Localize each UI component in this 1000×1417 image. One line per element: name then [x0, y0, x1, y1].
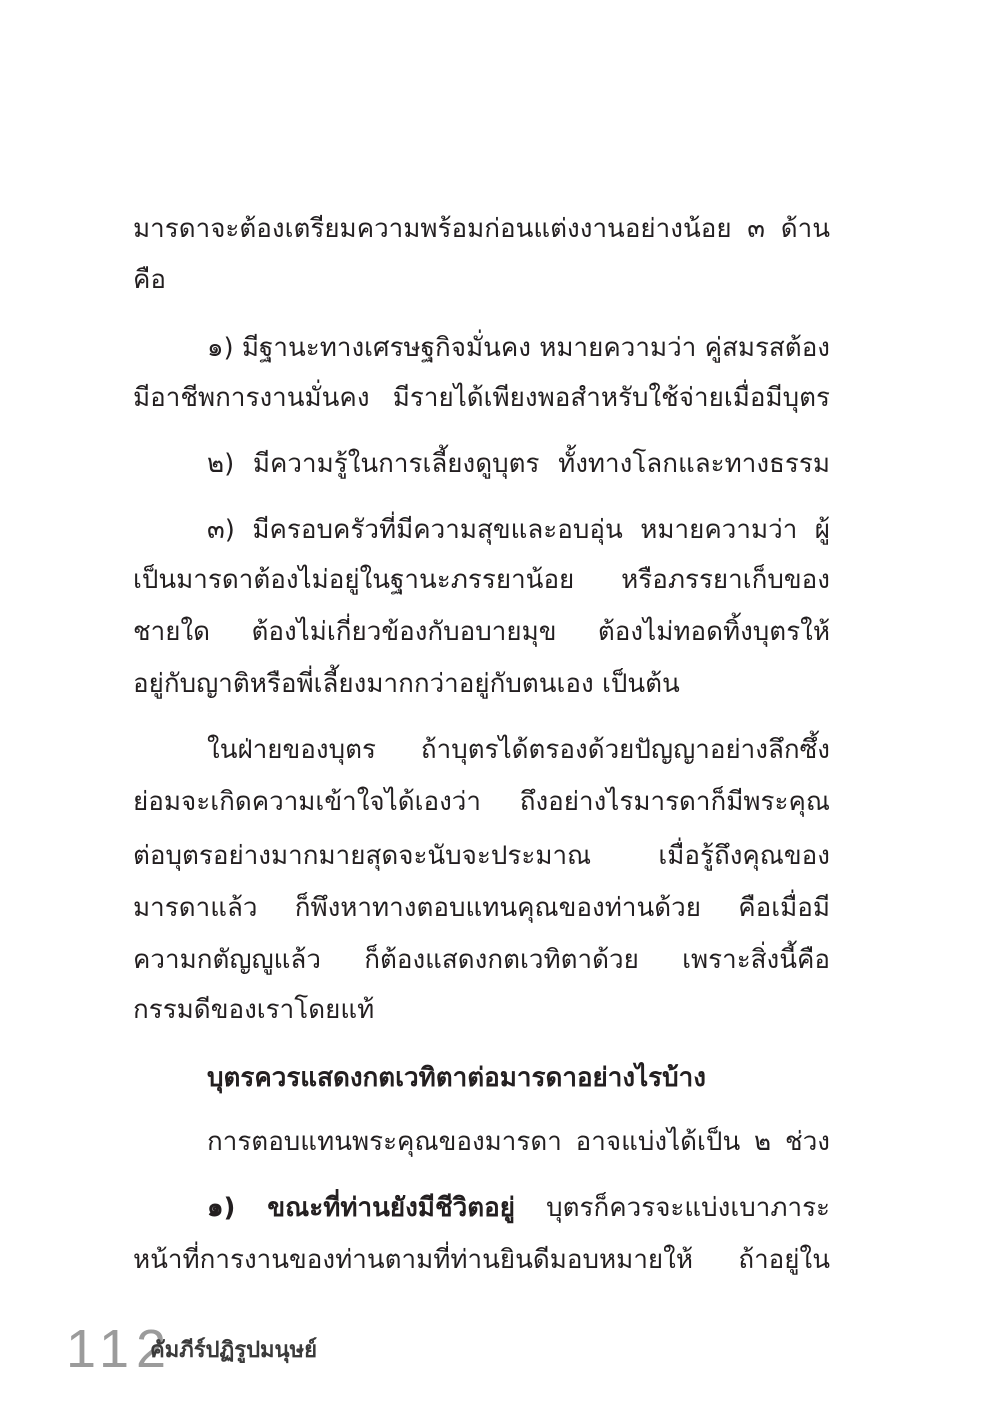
text-line: มารดาแล้ว ก็พึงหาทางตอบแทนคุณของท่านด้วย คือเมื่อมี	[133, 893, 830, 923]
text-line: กรรมดีของเราโดยแท้	[133, 995, 375, 1025]
text-line: เป็นมารดาต้องไม่อยู่ในฐานะภรรยาน้อย หรือภรรยาเก็บของ	[133, 565, 830, 595]
list-item-text	[207, 1188, 830, 1228]
text-line: ความกตัญญูแล้ว ก็ต้องแสดงกตเวทิตาด้วย เพราะสิ่งนี้คือ	[133, 945, 830, 975]
text-line: การตอบแทนพระคุณของมารดา อาจแบ่งได้เป็น ๒ ช่วง	[207, 1127, 830, 1157]
page-number: 112	[66, 1319, 174, 1379]
text-line: มีอาชีพการงานมั่นคง มีรายได้เพียงพอสำหรับใช้จ่ายเมื่อมีบุตร	[133, 383, 830, 413]
list-item-lead: ๑) ขณะที่ท่านยังมีชีวิตอยู่	[207, 1193, 515, 1223]
section-heading: บุตรควรแสดงกตเวทิตาต่อมารดาอย่างไรบ้าง	[207, 1063, 706, 1093]
list-item-text: ๒) มีความรู้ในการเลี้ยงดูบุตร ทั้งทางโลกและทางธรรม	[207, 449, 830, 479]
book-title: คัมภีร์ปฏิรูปมนุษย์	[150, 1338, 317, 1363]
text-line: คือ	[133, 265, 167, 295]
text-line: มารดาจะต้องเตรียมความพร้อมก่อนแต่งงานอย่างน้อย ๓ ด้าน	[133, 214, 830, 244]
text-line: ย่อมจะเกิดความเข้าใจได้เองว่า ถึงอย่างไรมารดาก็มีพระคุณ	[133, 787, 830, 817]
list-item-rest: บุตรก็ควรจะแบ่งเบาภาระ	[546, 1193, 831, 1223]
text-line: ชายใด ต้องไม่เกี่ยวข้องกับอบายมุข ต้องไม่ทอดทิ้งบุตรให้	[133, 617, 830, 647]
text-line: ต่อบุตรอย่างมากมายสุดจะนับจะประมาณ เมื่อรู้ถึงคุณของ	[133, 841, 830, 871]
list-item-text: ๓) มีครอบครัวที่มีความสุขและอบอุ่น หมายความว่า ผู้	[207, 515, 830, 545]
text-line: อยู่กับญาติหรือพี่เลี้ยงมากกว่าอยู่กับตนเอง เป็นต้น	[133, 669, 680, 699]
list-item-text: ๑) มีฐานะทางเศรษฐกิจมั่นคง หมายความว่า คู่สมรสต้อง	[207, 333, 830, 363]
text-line: ในฝ่ายของบุตร ถ้าบุตรได้ตรองด้วยปัญญาอย่างลึกซึ้ง	[207, 735, 830, 765]
text-line: หน้าที่การงานของท่านตามที่ท่านยินดีมอบหมายให้ ถ้าอยู่ใน	[133, 1245, 830, 1275]
